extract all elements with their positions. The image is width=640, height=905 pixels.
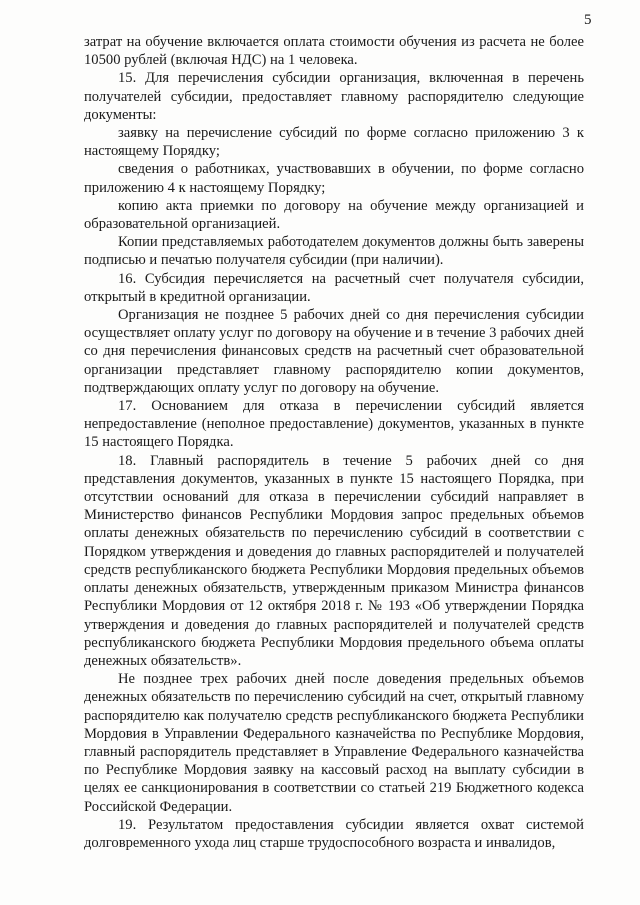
paragraph-payment-terms: Организация не позднее 5 рабочих дней со дня перечисления субсидии осуществляет оплату услуг по договору на обучение и в течение 3 рабочих дней со дня перечисления финансовых средств на расчетный счет образовательной организации представляет главному распорядителю копии документов, подтверждающих оплату услуг по договору на обучение.	[84, 307, 584, 396]
paragraph-copies: Копии представляемых работодателем документов должны быть заверены подписью и печатью получателя субсидии (при наличии).	[84, 234, 584, 269]
paragraph-continuation: затрат на обучение включается оплата стоимости обучения из расчета не более 10500 рублей (включая НДС) на 1 человека.	[84, 34, 584, 69]
paragraph-item-15: 15. Для перечисления субсидии организация, включенная в перечень получателей субсидии, предоставляет главному распорядителю следующие документы:	[84, 70, 584, 123]
paragraph-item-16: 16. Субсидия перечисляется на расчетный счет получателя субсидии, открытый в кредитной организации.	[84, 270, 584, 305]
page-number: 5	[584, 12, 592, 28]
paragraph-treasury: Не позднее трех рабочих дней после доведения предельных объемов денежных обязательств по перечислению субсидий на счет, открытый главному распорядителю как получателю средств республиканского бюджета Республики Мордовия в Управлении Федерального казначейства по Республике Мордовия, главный распорядитель представляет в Управление Федерального казначейства по Республике Мордовия заявку на кассовый расход на выплату субсидии в целях ее санкционирования в соответствии со статьей 219 Бюджетного кодекса Российской Федерации.	[84, 671, 584, 815]
paragraph-item-19: 19. Результатом предоставления субсидии является охват системой долговременного ухода лиц старше трудоспособного возраста и инвалидов,	[84, 816, 584, 851]
paragraph-item-17: 17. Основанием для отказа в перечислении субсидий является непредоставление (неполное предоставление) документов, указанных в пункте 15 настоящего Порядка.	[84, 398, 584, 451]
paragraph-application: заявку на перечисление субсидий по форме согласно приложению 3 к настоящему Порядку;	[84, 125, 584, 160]
paragraph-acceptance-act: копию акта приемки по договору на обучение между организацией и образовательной организацией.	[84, 197, 584, 233]
paragraph-employee-info: сведения о работниках, участвовавших в обучении, по форме согласно приложению 4 к настоящему Порядку;	[84, 161, 584, 196]
document-body	[84, 33, 584, 852]
paragraph-item-18: 18. Главный распорядитель в течение 5 рабочих дней со дня представления документов, указанных в пункте 15 настоящего Порядка, при отсутствии оснований для отказа в перечислении субсидий направляет в Министерство финансов Республики Мордовия запрос предельных объемов оплаты денежных обязательств по перечислению субсидий в соответствии с Порядком утверждения и доведения до главных распорядителей и получателей средств республиканского бюджета Республики Мордовия предельных объемов оплаты денежных обязательств, утвержденным приказом Министра финансов Республики Мордовия от 12 октября 2018 г. № 193 «Об утверждении Порядка утверждения и доведения до главных распорядителей и получателей средств республиканского бюджета Республики Мордовия предельного объема оплаты денежных обязательств».	[84, 452, 584, 669]
